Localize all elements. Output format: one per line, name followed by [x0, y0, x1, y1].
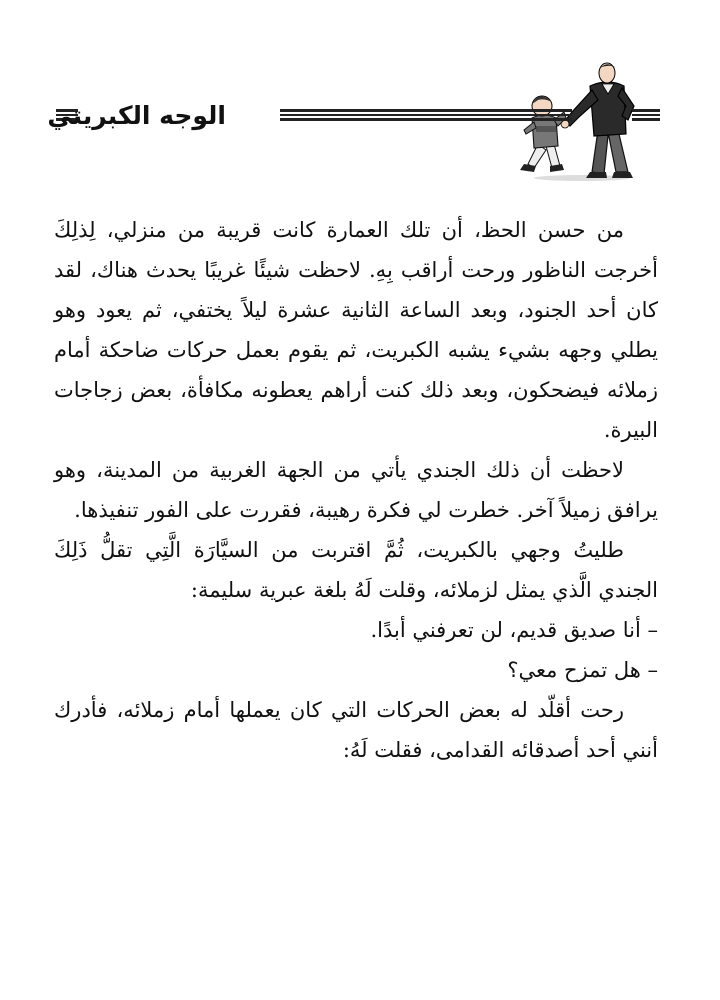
title-row — [44, 98, 660, 134]
dialog-line-1: – أنا صديق قديم، لن تعرفني أبدًا. — [370, 618, 658, 642]
long-decorative-rule — [280, 109, 572, 123]
paragraph-3: طليتُ وجهي بالكبريت، ثُمَّ اقتربت من السيَّارَة الَّتِي تقلُّ ذَلِكَ الجندي الَّذي يمثل لزملائه، وقلت لَهُ بلغة عبرية سليمة: — [54, 538, 658, 602]
dialog-line-2: – هل تمزح معي؟ — [507, 658, 658, 682]
paragraph-1: من حسن الحظ، أن تلك العمارة كانت قريبة من منزلي، لِذلِكَ أخرجت الناظور ورحت أراقب بِهِ. لاحظت شيئًا غريبًا يحدث هناك، لقد كان أحد الجنود، وبعد الساعة الثانية عشرة ليلاً يختفي، ثم يعود وهو يطلي وجهه بشيء يشبه الكبريت، ثم يقوم بعمل حركات ضاحكة أمام زملائه فيضحكون، وبعد ذلك كنت أراهم يعطونه مكافأة، بعض زجاجات البيرة. — [54, 218, 658, 442]
paragraph-2: لاحظت أن ذلك الجندي يأتي من الجهة الغربية من المدينة، وهو يرافق زميلاً آخر. خطرت لي فكرة رهيبة، فقررت على الفور تنفيذها. — [54, 458, 658, 522]
page-header — [0, 60, 720, 185]
paragraph-4: رحت أقلّد له بعض الحركات التي كان يعملها أمام زملائه، فأدرك أنني أحد أصدقائه القدامى، فقلت لَهُ: — [54, 698, 658, 762]
body-text — [54, 210, 658, 770]
chapter-title: الوجه الكبريتي — [47, 101, 226, 130]
right-decorative-rule — [632, 109, 660, 123]
